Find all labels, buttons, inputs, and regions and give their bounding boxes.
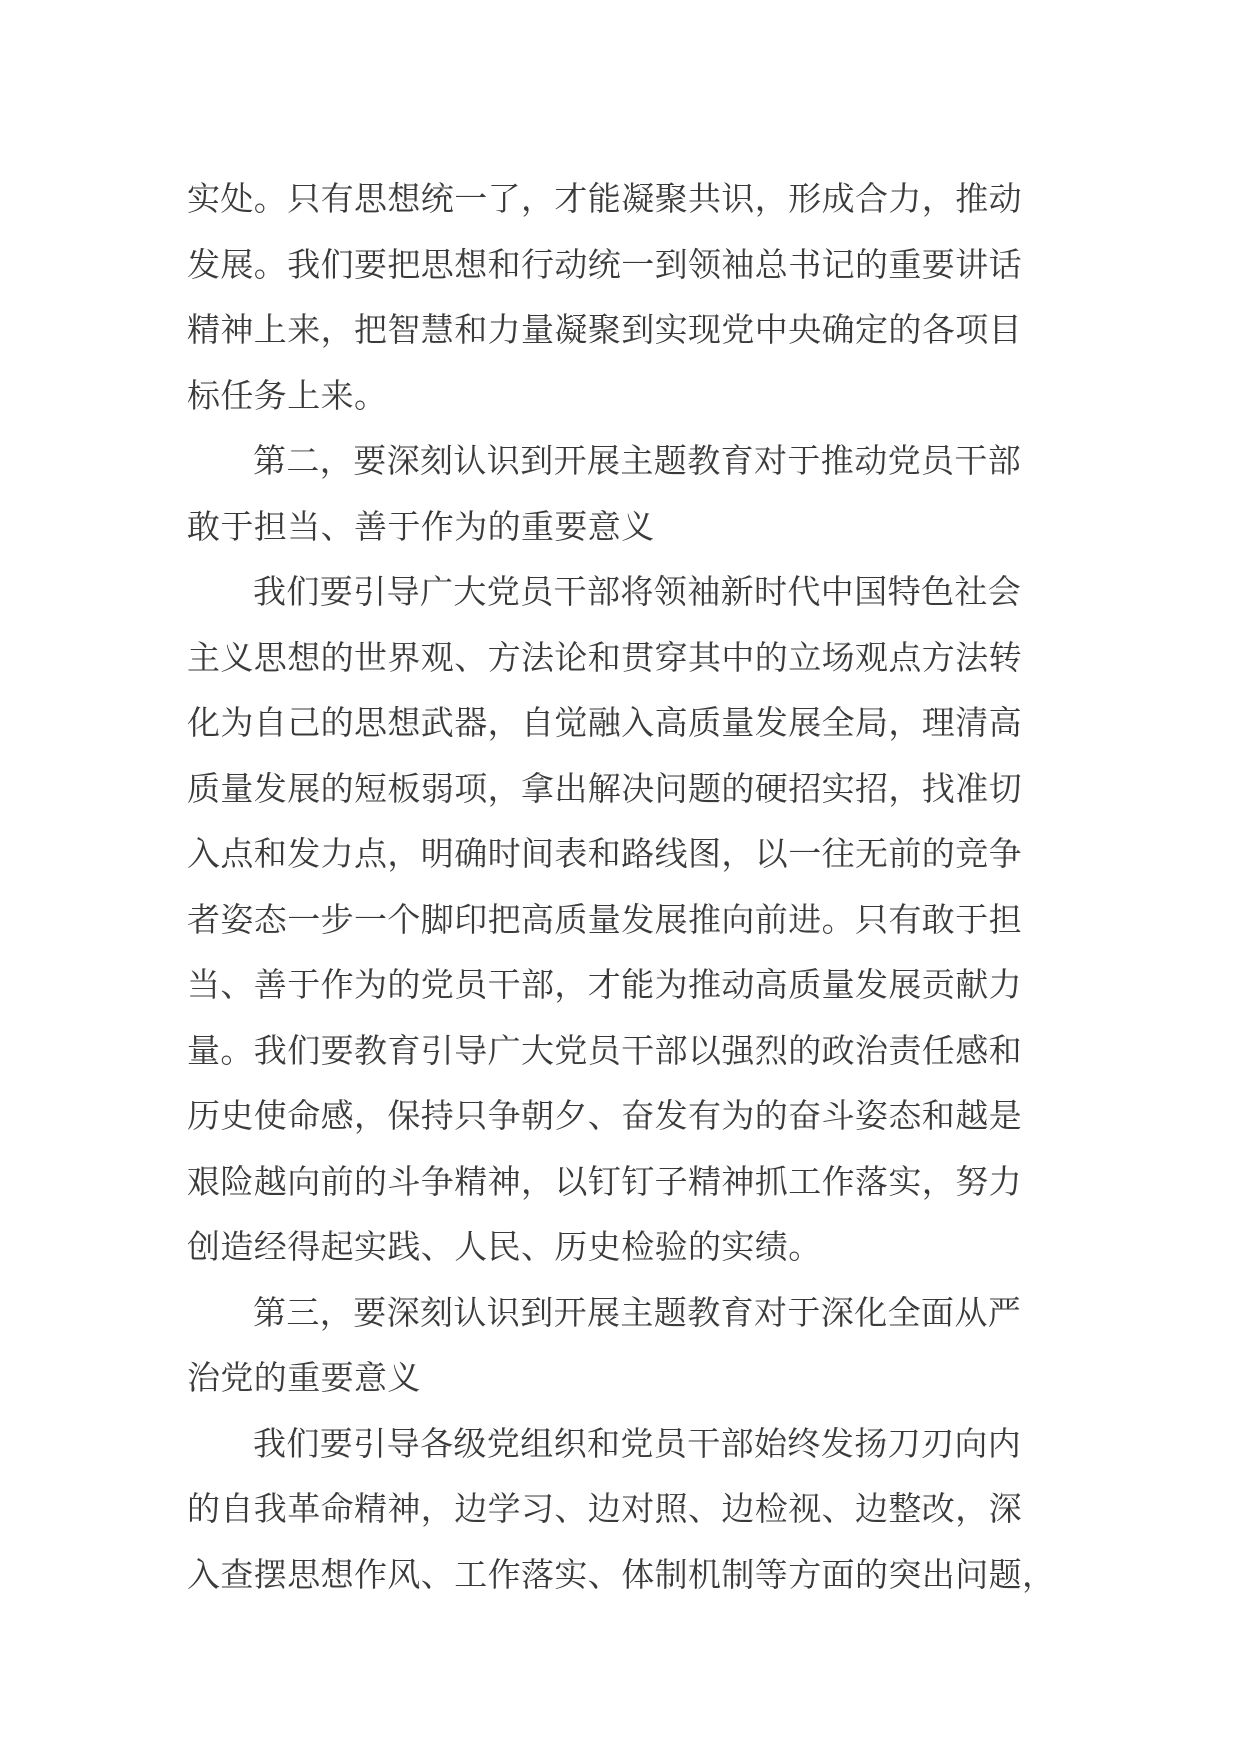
section-heading-line: 第三，要深刻认识到开展主题教育对于深化全面从严: [253, 1292, 1022, 1332]
text-line: 实处。只有思想统一了，才能凝聚共识，形成合力，推动: [187, 179, 1022, 218]
text-line: 标任务上来。: [187, 375, 388, 415]
text-line: 精神上来，把智慧和力量凝聚到实现党中央确定的各项目: [187, 310, 1022, 349]
text-line: 我们要引导各级党组织和党员干部始终发扬刀刃向内: [253, 1423, 1022, 1463]
text-line: 发展。我们要把思想和行动统一到领袖总书记的重要讲话: [187, 244, 1022, 284]
text-line: 质量发展的短板弱项，拿出解决问题的硬招实招，找准切: [187, 768, 1022, 808]
text-line: 艰险越向前的斗争精神，以钉钉子精神抓工作落实，努力: [187, 1161, 1022, 1201]
section-heading-line: 敢于担当、善于作为的重要意义: [187, 506, 655, 546]
text-line: 的自我革命精神，边学习、边对照、边检视、边整改，深: [187, 1489, 1022, 1528]
text-line: 者姿态一步一个脚印把高质量发展推向前进。只有敢于担: [187, 899, 1022, 939]
text-line: 我们要引导广大党员干部将领袖新时代中国特色社会: [253, 572, 1022, 611]
text-line: 当、善于作为的党员干部，才能为推动高质量发展贡献力: [187, 965, 1022, 1004]
text-line: 入点和发力点，明确时间表和路线图，以一往无前的竞争: [187, 834, 1022, 873]
text-line: 历史使命感，保持只争朝夕、奋发有为的奋斗姿态和越是: [187, 1096, 1022, 1135]
section-heading-line: 治党的重要意义: [187, 1358, 421, 1397]
text-line: 量。我们要教育引导广大党员干部以强烈的政治责任感和: [187, 1030, 1022, 1070]
text-line: 创造经得起实践、人民、历史检验的实绩。: [187, 1227, 822, 1266]
section-heading-line: 第二，要深刻认识到开展主题教育对于推动党员干部: [253, 441, 1022, 480]
body-text: [187, 166, 1056, 1607]
text-line: 化为自己的思想武器，自觉融入高质量发展全局，理清高: [187, 703, 1022, 742]
text-line: 入查摆思想作风、工作落实、体制机制等方面的突出问题，: [187, 1554, 1056, 1594]
text-line: 主义思想的世界观、方法论和贯穿其中的立场观点方法转: [187, 637, 1022, 677]
